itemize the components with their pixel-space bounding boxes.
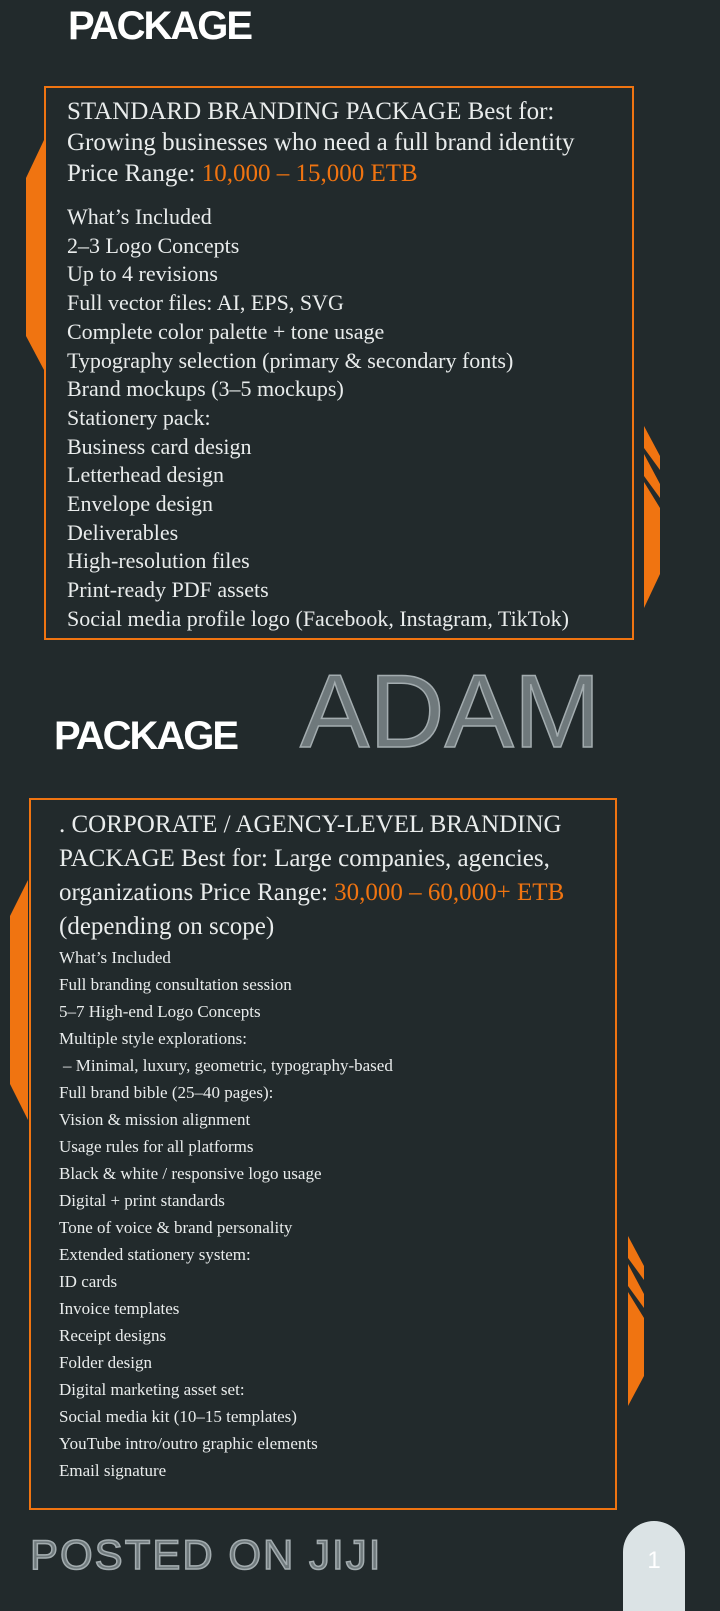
list-item: Deliverables [67, 519, 179, 545]
list-item: Multiple style explorations: [59, 1029, 247, 1048]
list-item: What’s Included [59, 948, 171, 967]
page-indicator[interactable]: 1 [623, 1521, 685, 1611]
list-item: Social media profile logo (Facebook, Instagram, TikTok) [67, 605, 569, 631]
style-subnote: – Minimal, luxury, geometric, typography-based [63, 1056, 393, 1075]
list-item: Tone of voice & brand personality [59, 1218, 293, 1237]
list-item: Extended stationery system: [59, 1245, 251, 1264]
title-suffix: (depending on scope) [59, 913, 275, 940]
list-item: Letterhead design [67, 462, 224, 488]
section-2-heading: PACKAGE [54, 714, 238, 758]
list-item: Vision & mission alignment [59, 1110, 251, 1129]
included-list [59, 944, 605, 1484]
list-item: Digital + print standards [59, 1191, 225, 1210]
list-item: Up to 4 revisions [67, 261, 218, 287]
list-item: Folder design [59, 1353, 153, 1372]
included-list [67, 203, 632, 634]
list-item: Brand mockups (3–5 mockups) [67, 376, 344, 402]
list-item: Full vector files: AI, EPS, SVG [67, 290, 344, 316]
list-item: Black & white / responsive logo usage [59, 1164, 322, 1183]
list-item: Email signature [59, 1461, 167, 1480]
list-item: Typography selection (primary & secondary fonts) [67, 347, 514, 373]
list-item: Invoice templates [59, 1299, 180, 1318]
watermark-name: ADAM [300, 654, 601, 770]
section-1-heading: PACKAGE [68, 4, 252, 48]
list-item: Business card design [67, 433, 252, 459]
standard-package-card [44, 86, 634, 640]
title-text: . CORPORATE / AGENCY-LEVEL BRANDING PACKAGE Best for: Large companies, agencies, organizations Price Range: [59, 811, 562, 906]
price-range: 30,000 – 60,000+ ETB [334, 879, 565, 906]
list-item: 2–3 Logo Concepts [67, 232, 240, 258]
list-item: YouTube intro/outro graphic elements [59, 1434, 318, 1453]
list-item: Full brand bible (25–40 pages): [59, 1083, 274, 1102]
list-item: Receipt designs [59, 1326, 167, 1345]
list-item: Print-ready PDF assets [67, 577, 269, 603]
package-title [67, 96, 632, 189]
list-item: Envelope design [67, 491, 214, 517]
list-item: Social media kit (10–15 templates) [59, 1407, 297, 1426]
corporate-package-card [29, 798, 617, 1510]
list-item: What’s Included [67, 204, 212, 229]
left-accent-tab [24, 140, 46, 370]
list-item: Stationery pack: [67, 404, 211, 430]
list-item: Complete color palette + tone usage [67, 318, 385, 344]
list-item: Full branding consultation session [59, 975, 292, 994]
list-item: Digital marketing asset set: [59, 1380, 245, 1399]
package-title [59, 808, 605, 944]
list-item: 5–7 High-end Logo Concepts [59, 1002, 261, 1021]
list-item: ID cards [59, 1272, 118, 1291]
price-range: 10,000 – 15,000 ETB [201, 160, 418, 187]
right-accent-stripes [624, 1236, 648, 1426]
list-item: High-resolution files [67, 548, 250, 574]
right-accent-stripes [640, 426, 664, 616]
watermark-posted-on: POSTED ON JIJI [30, 1531, 383, 1578]
left-accent-tab [8, 880, 30, 1120]
list-item: Usage rules for all platforms [59, 1137, 254, 1156]
title-text: STANDARD BRANDING PACKAGE Best for: Growing businesses who need a full brand identity Price Range: [67, 98, 575, 187]
